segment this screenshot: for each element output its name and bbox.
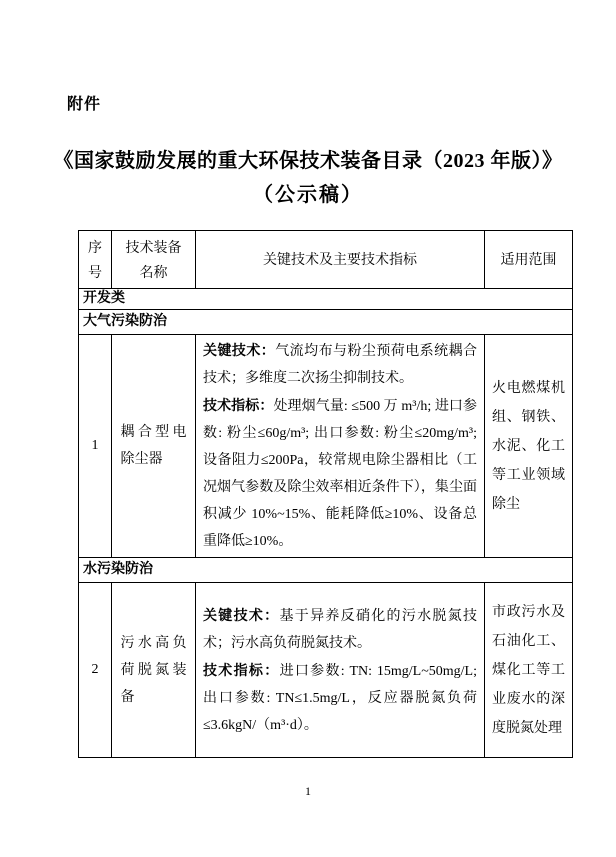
table-header-row [79, 231, 573, 289]
row1-tech-indicators [196, 335, 485, 558]
table-row-2 [79, 583, 573, 758]
header-cell-seq [79, 231, 112, 289]
row1-scope [485, 335, 573, 558]
row2-scope-text: 市政污水及石油化工、煤化工等工业废水的深度脱氮处理 [492, 604, 565, 736]
header-cell-scope: 适用范围 [485, 231, 573, 289]
row1-equipment-name-text: 耦合型电除尘器 [120, 425, 187, 467]
header-cell-tech: 关键技术及主要技术指标 [196, 231, 485, 289]
document-subtitle: （公示稿） [253, 184, 363, 206]
row2-tech-index-text: 进口参数: TN: 15mg/L~50mg/L; 出口参数: TN≤1.5mg/L，反应器脱氮负荷≤3.6kgN/（m³·d）。 [203, 663, 477, 733]
page-number: 1 [305, 784, 311, 798]
catalog-table [78, 230, 573, 758]
row2-equipment-name-text: 污水高负荷脱氮装备 [120, 635, 187, 705]
attachment-label: 附件 [67, 96, 102, 113]
row1-key-tech-paragraph [203, 337, 477, 392]
row1-key-tech-label: 关键技术： [203, 342, 276, 358]
row2-key-tech-text: 基于异养反硝化的污水脱氮技术；污水高负荷脱氮技术。 [203, 608, 478, 651]
section-row-development [79, 289, 573, 310]
row1-seq: 1 [79, 335, 112, 558]
row2-scope [485, 583, 573, 758]
header-cell-name [112, 231, 196, 289]
header-name-label: 技术装备名称 [125, 238, 182, 280]
row2-key-tech-label: 关键技术： [203, 606, 280, 623]
row2-tech-index-label: 技术指标： [203, 661, 280, 678]
section-row-air-pollution [79, 310, 573, 335]
section-development-label: 开发类 [79, 289, 573, 310]
row2-seq: 2 [79, 583, 112, 758]
row2-equipment-name [112, 583, 196, 758]
row1-tech-index-text: 处理烟气量: ≤500 万 m³/h; 进口参数: 粉尘≤60g/m³; 出口参数: 粉尘≤20mg/m³; 设备阻力≤200Pa，较常规电除尘器相比（工况烟气参数及除尘效率相近条件下），集尘面积减少 10%~15%、能耗降低≥10%、设备总重降低≥10%。 [203, 399, 477, 549]
header-seq-label: 序号 [88, 238, 102, 280]
row1-equipment-name [112, 335, 196, 558]
row1-key-tech-text: 气流均布与粉尘预荷电系统耦合技术；多维度二次扬尘抑制技术。 [203, 344, 478, 386]
section-water-pollution-label: 水污染防治 [79, 558, 573, 583]
row2-tech-indicators [196, 583, 485, 758]
row2-tech-index-paragraph [203, 657, 477, 739]
row1-tech-index-label: 技术指标： [203, 397, 274, 413]
document-title: 《国家鼓励发展的重大环保技术装备目录（2023 年版）》 [53, 150, 563, 172]
row1-tech-index-paragraph [203, 392, 477, 555]
table-row-1 [79, 335, 573, 558]
section-air-pollution-label: 大气污染防治 [79, 310, 573, 335]
row1-scope-text: 火电燃煤机组、钢铁、水泥、化工等工业领域除尘 [492, 380, 565, 512]
row2-key-tech-paragraph [203, 602, 477, 657]
section-row-water-pollution [79, 558, 573, 583]
